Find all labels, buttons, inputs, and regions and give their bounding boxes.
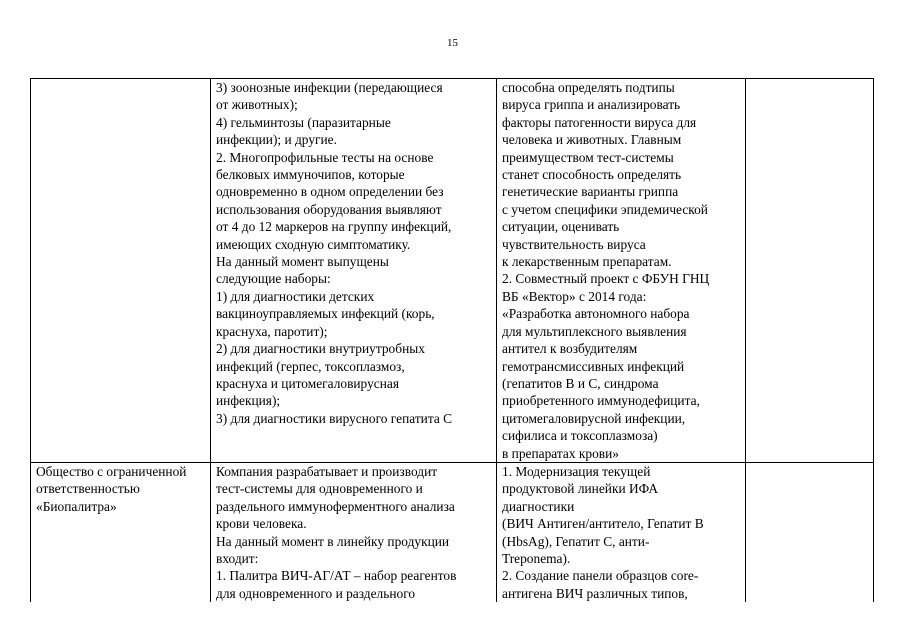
plans-cell [497, 462, 746, 602]
text-line: от 4 до 12 маркеров на группу инфекций, [216, 219, 452, 235]
org-cell [31, 79, 211, 463]
text-line: способна определять подтипы [502, 80, 675, 95]
notes-cell [746, 79, 874, 463]
text-line: «Разработка автономного набора [502, 306, 690, 322]
text-line: 1) для диагностики детских [216, 288, 375, 304]
text-line: «Биопалитра» [36, 498, 117, 514]
text-line: 4) гельминтозы (паразитарные [216, 114, 391, 130]
text-line: раздельного иммуноферментного анализа [216, 498, 455, 514]
text-line: приобретенного иммунодефицита, [502, 393, 700, 409]
text-line: (ВИЧ Антиген/антитело, Гепатит В [502, 516, 704, 532]
text-line: входит: [216, 550, 259, 566]
text-line: одновременно в одном определении без [216, 184, 444, 200]
text-line: 2. Создание панели образцов core- [502, 568, 699, 584]
text-line: человека и животных. Главным [502, 132, 682, 148]
company-table [30, 78, 874, 602]
text-line: антигена ВИЧ различных типов, [502, 585, 688, 601]
text-line: цитомегаловирусной инфекции, [502, 410, 686, 426]
text-line: преимуществом тест-системы [502, 149, 674, 165]
text-line: диагностики [502, 498, 575, 514]
text-line: использования оборудования выявляют [216, 201, 442, 217]
text-line: ВБ «Вектор» с 2014 года: [502, 288, 647, 304]
text-line: крови человека. [216, 516, 307, 532]
text-line: антител к возбудителям [502, 341, 638, 357]
products-cell [211, 462, 497, 602]
text-line: инфекции); и другие. [216, 132, 337, 148]
text-line: Treponema). [502, 550, 571, 566]
text-line: для одновременного и раздельного [216, 585, 416, 601]
org-cell [31, 462, 211, 602]
text-line: Общество с ограниченной [36, 463, 187, 479]
text-line: следующие наборы: [216, 271, 331, 287]
text-line: 3) для диагностики вирусного гепатита С [216, 410, 453, 426]
table-row [31, 462, 874, 602]
text-line: инфекция); [216, 393, 281, 409]
text-line: 2. Совместный проект с ФБУН ГНЦ [502, 271, 710, 287]
text-line: чувствительность вируса [502, 236, 646, 252]
text-line: продуктовой линейки ИФА [502, 481, 659, 497]
text-line: инфекций (герпес, токсоплазмоз, [216, 358, 405, 374]
text-line: краснуха и цитомегаловирусная [216, 375, 399, 391]
text-line: На данный момент в линейку продукции [216, 533, 450, 549]
text-line: Компания разрабатывает и производит [216, 463, 438, 479]
text-line: ситуации, оценивать [502, 219, 620, 235]
products-cell [211, 79, 497, 463]
text-line: вакциноуправляемых инфекций (корь, [216, 306, 435, 322]
text-line: 3) зоонозные инфекции (передающиеся [216, 80, 443, 95]
text-line: факторы патогенности вируса для [502, 114, 697, 130]
text-line: тест-системы для одновременного и [216, 481, 423, 497]
text-line: вируса гриппа и анализировать [502, 97, 681, 113]
text-line: имеющих сходную симптоматику. [216, 236, 411, 252]
text-line: генетические варианты гриппа [502, 184, 679, 200]
notes-cell [746, 462, 874, 602]
text-line: белковых иммуночипов, которые [216, 167, 405, 183]
page-number: 15 [447, 37, 458, 49]
text-line: ответственностью [36, 481, 140, 497]
text-line: (HbsAg), Гепатит С, анти- [502, 533, 650, 549]
text-line: к лекарственным препаратам. [502, 254, 672, 270]
text-line: 1. Палитра ВИЧ-АГ/АТ – набор реагентов [216, 568, 457, 584]
text-line: сифилиса и токсоплазмоза) [502, 428, 658, 444]
text-line: гемотрансмиссивных инфекций [502, 358, 685, 374]
text-line: 2. Многопрофильные тесты на основе [216, 149, 434, 165]
text-line: для мультиплексного выявления [502, 323, 687, 339]
text-line: На данный момент выпущены [216, 254, 389, 270]
text-line: 2) для диагностики внутриутробных [216, 341, 425, 357]
text-line: краснуха, паротит); [216, 323, 328, 339]
text-line: от животных); [216, 97, 298, 113]
text-line: в препаратах крови» [502, 445, 619, 461]
table-row [31, 79, 874, 463]
plans-cell [497, 79, 746, 463]
text-line: с учетом специфики эпидемической [502, 201, 708, 217]
text-line: (гепатитов В и С, синдрома [502, 375, 659, 391]
text-line: станет способность определять [502, 167, 682, 183]
text-line: 1. Модернизация текущей [502, 463, 651, 479]
